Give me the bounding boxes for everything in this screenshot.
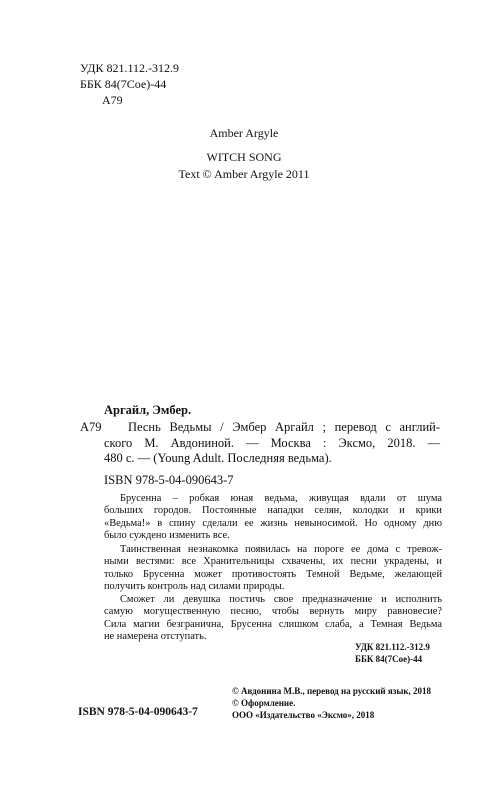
original-copyright: Text © Amber Argyle 2011 bbox=[178, 167, 310, 181]
annotation-line: «Ведьма!» в спину сделали ее жизнь невыносимой. Но одному дню bbox=[104, 517, 442, 529]
translation-copyright: © Авдонина М.В., перевод на русский язык, 2018 bbox=[232, 686, 432, 696]
annotation-paragraph-1 bbox=[104, 493, 442, 543]
author-heading: Аргайл, Эмбер. bbox=[104, 403, 192, 417]
design-copyright: © Оформление. bbox=[232, 698, 296, 708]
classification-codes bbox=[80, 60, 179, 108]
annotation-line: получить контроль над силами природы. bbox=[104, 581, 285, 593]
annotation-line: Брусенна – робкая юная ведьма, живущая вдали от шума bbox=[120, 493, 442, 504]
copyright-notices bbox=[232, 685, 431, 721]
original-author: Amber Argyle bbox=[209, 126, 279, 140]
annotation-line: Сила магии безгранична, Брусенна слишком слаба, а Темная Ведьма bbox=[104, 618, 442, 630]
bib-line: ского М. Авдониной. — Москва : Эксмо, 2018. — bbox=[104, 435, 440, 450]
annotation-line: было суждено изменить все. bbox=[104, 530, 230, 542]
annotation-paragraph-3 bbox=[104, 594, 442, 644]
isbn: ISBN 978-5-04-090643-7 bbox=[104, 473, 234, 487]
annotation-paragraph-2 bbox=[104, 544, 442, 594]
udk-code: УДК 821.112.-312.9 bbox=[80, 61, 180, 75]
annotation-line: Сможет ли девушка постичь свое предназначение и исполнить bbox=[120, 594, 442, 605]
publisher-copyright: ООО «Издательство «Эксмо», 2018 bbox=[232, 710, 375, 720]
classification-codes-repeat bbox=[355, 641, 430, 665]
annotation-line: только Брусенна может противостоять Темной Ведьме, желающей bbox=[104, 568, 442, 580]
bbk-code: ББК 84(7Сое)-44 bbox=[80, 77, 167, 91]
bib-line: Песнь Ведьмы / Эмбер Аргайл ; перевод с англий- bbox=[128, 420, 440, 434]
original-title: WITCH SONG bbox=[206, 150, 282, 164]
bibliographic-description bbox=[104, 420, 440, 467]
annotation-line: ными вестями: все Хранительницы схвачены, их песни украдены, и bbox=[104, 556, 442, 568]
annotation-line: самую могущественную песню, чтобы вернуть миру равновесие? bbox=[104, 606, 442, 618]
isbn-bottom: ISBN 978-5-04-090643-7 bbox=[78, 706, 198, 718]
annotation-line: Таинственная незнакомка появилась на пороге ее дома с тревож- bbox=[120, 544, 442, 555]
author-mark: А79 bbox=[102, 93, 123, 107]
author-mark-margin: А79 bbox=[80, 420, 102, 434]
annotation-line: больших городов. Постоянные нападки селян, колодки и крики bbox=[104, 505, 442, 517]
annotation-line: не намерена отступать. bbox=[104, 631, 207, 643]
udk-code-repeat: УДК 821.112.-312.9 bbox=[355, 642, 430, 652]
bib-line: 480 с. — (Young Adult. Последняя ведьма). bbox=[104, 451, 332, 465]
bbk-code-repeat: ББК 84(7Сое)-44 bbox=[355, 654, 423, 664]
